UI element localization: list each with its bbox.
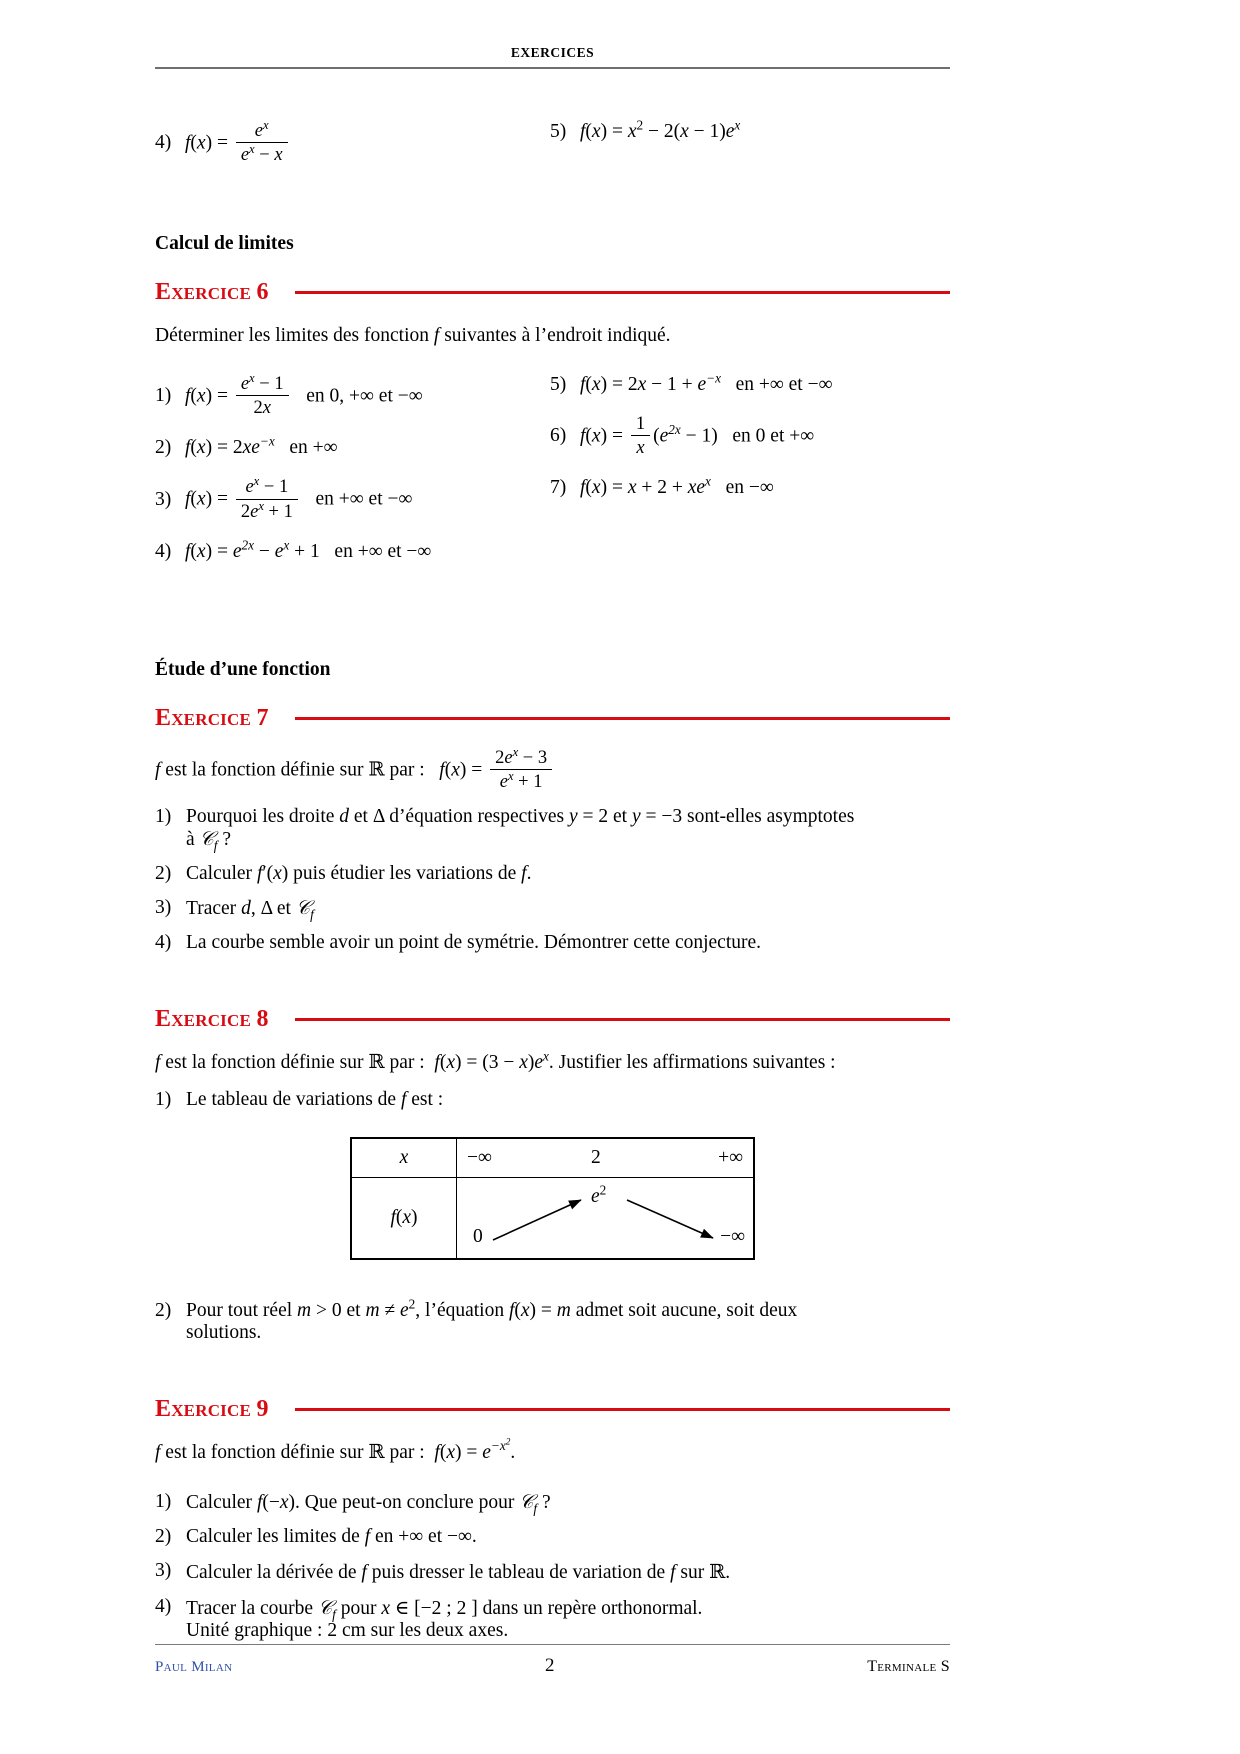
exercise8-intro: f est la fonction définie sur ℝ par : $f(x) = (3 - x)e^x$. Justifier les affirmations suivantes : (155, 1048, 836, 1073)
list-item (155, 1491, 950, 1517)
footer-level: Terminale S (867, 1658, 950, 1675)
footer-author[interactable]: Paul Milan (155, 1659, 233, 1675)
item-marker: 1) (155, 1491, 172, 1513)
item-line-1: Pour tout réel m > 0 et $m \ne e^2$, l’équation f(x) = m admet soit aucune, soit deux (186, 1296, 798, 1321)
list-item (155, 863, 950, 885)
list-item (550, 117, 950, 143)
list-item (155, 1526, 950, 1548)
table-cell-variations (457, 1177, 755, 1259)
list-item (155, 433, 550, 459)
item-marker: 5) (550, 373, 567, 395)
item-body: Le tableau de variations de f est : (186, 1088, 444, 1110)
x-value-max: +∞ (718, 1146, 743, 1168)
exercise9-intro: f est la fonction définie sur ℝ par : $f(x) = e^{-x^2}$. (155, 1437, 516, 1463)
item-marker: 2) (155, 1299, 172, 1321)
item-body (186, 806, 950, 851)
item-body: Calculer les limites de f en +∞ et −∞. (186, 1526, 477, 1548)
exercise6-items (155, 370, 950, 577)
item-body: $f(x) = 2x - 1 + e^{-x}$ en +∞ et −∞ (580, 370, 833, 395)
fraction-numerator: $2e^x - 3$ (495, 744, 548, 769)
exercise-number: 8 (256, 1005, 269, 1032)
list-item (155, 1596, 950, 1642)
exercise-label (155, 279, 269, 306)
item-marker: 2) (155, 1526, 172, 1548)
item-line-2: à 𝒞$_f$ ? (186, 828, 231, 853)
table-cell-label-x (351, 1138, 457, 1178)
item-body (185, 117, 550, 167)
label-x: x (399, 1146, 409, 1168)
exercise-number: 9 (256, 1395, 269, 1422)
limit-location: en +∞ et −∞ (315, 488, 413, 510)
item-body: f(x) = $\frac{1}{x}$ $(e^{2x} - 1)$ en 0 et +∞ (580, 412, 815, 459)
exercise7-items (155, 806, 950, 954)
item-body (186, 1596, 950, 1642)
table-cell-label-fx (351, 1177, 457, 1259)
item-body: $f(x) = x^2 - 2(x - 1)e^x$ (580, 117, 741, 142)
table-row (351, 1138, 754, 1178)
label-fx: f(x) (390, 1206, 418, 1228)
list-item (155, 1560, 950, 1584)
item-body: f(x) = $\frac{e^x - 1}{2e^x + 1}$ en +∞ et −∞ (185, 474, 413, 522)
item-marker: 1) (155, 805, 172, 827)
fraction-numerator: $e^x - 1$ (245, 474, 289, 498)
item-line-1: Pourquoi les droite d et Δ d’équation respectives y = 2 et y = −3 sont-elles asymptotes (186, 805, 855, 827)
exercise6-left-column (155, 370, 550, 577)
x-value-min: −∞ (467, 1146, 492, 1168)
item-marker: 4) (155, 1596, 172, 1618)
paren-x: ( (190, 132, 197, 154)
item-marker: 2) (155, 437, 172, 459)
running-head: EXERCICES (510, 45, 595, 60)
item-body: Tracer d, Δ et 𝒞$_f$ (186, 897, 314, 922)
item-marker: 4) (155, 132, 172, 154)
fraction-numerator: 1 (635, 412, 646, 434)
exercise-label (155, 1006, 269, 1033)
list-item (550, 370, 950, 396)
fraction-denominator: $2e^x + 1$ (236, 499, 298, 522)
item-line-2: Unité graphique : 2 cm sur les deux axes. (186, 1620, 509, 1642)
item-marker: 7) (550, 477, 567, 499)
exercise6-intro: Déterminer les limites des fonction f suivantes à l’endroit indiqué. (155, 324, 671, 346)
f-value-start: 0 (473, 1225, 483, 1247)
top-items-row (155, 117, 950, 181)
item-body: La courbe semble avoir un point de symétrie. Démontrer cette conjecture. (186, 931, 762, 953)
limit-location: en 0, +∞ et −∞ (306, 385, 423, 407)
item-body: $f(x) = e^{2x} - e^x + 1$ en +∞ et −∞ (185, 537, 432, 563)
limit-location: en 0 et +∞ (732, 425, 815, 447)
item-body: Calculer f(−x). Que peut-on conclure pour 𝒞$_f$ ? (186, 1492, 551, 1517)
arrow-down (627, 1200, 713, 1238)
var-x: x (196, 132, 206, 154)
list-item (155, 897, 950, 920)
exercise7-intro: f est la fonction définie sur ℝ par : f(x) = $\frac{2e^x - 3}{e^x + 1}$ (155, 748, 950, 794)
arrow-up (493, 1200, 581, 1240)
fraction-denominator: $e^x - x$ (236, 142, 288, 165)
f-value-end: −∞ (720, 1225, 745, 1247)
item-body (186, 1296, 950, 1344)
item-marker: 6) (550, 425, 567, 447)
fraction-numerator: $e^x$ (254, 117, 269, 141)
item-marker: 1) (155, 385, 172, 407)
table-cell-x-values (457, 1138, 755, 1178)
fraction (236, 476, 298, 522)
item-body: $f(x) = x + 2 + xe^x$ en −∞ (580, 473, 774, 499)
exercise8-item2 (155, 1296, 950, 1344)
page-footer (155, 1655, 950, 1677)
table-row (351, 1177, 754, 1259)
limit-location: en +∞ et −∞ (735, 373, 833, 395)
exercise9-items (155, 1491, 950, 1642)
list-item (155, 117, 550, 167)
exercise-number: 6 (256, 278, 269, 305)
item-marker: 1) (155, 1088, 172, 1110)
list-item (155, 806, 950, 851)
variation-table (350, 1137, 755, 1260)
list-item (550, 414, 950, 460)
fraction-numerator: $e^x - 1$ (240, 370, 284, 394)
fraction-denominator: 2x (236, 395, 289, 418)
exercise6-right-column (550, 370, 950, 577)
exercise-number: 7 (256, 705, 269, 732)
fraction (236, 117, 288, 166)
item-marker: 5) (550, 121, 567, 142)
exercise-word: Exercice (155, 1005, 252, 1032)
exercise-rule (295, 717, 950, 720)
paren-close: ) = (205, 132, 228, 154)
exercise-label (155, 1396, 269, 1423)
fraction (490, 744, 552, 793)
function-notation: f (185, 132, 191, 154)
list-item (155, 1089, 950, 1111)
x-values-row (457, 1139, 753, 1177)
page-content (155, 0, 950, 1654)
item-body: $f(x) = 2xe^{-x}$ en +∞ (185, 433, 338, 459)
list-item (155, 1296, 950, 1344)
variation-table-wrap (155, 1137, 950, 1260)
exercise8-item1 (155, 1089, 950, 1111)
fraction-denominator: $e^x + 1$ (490, 769, 552, 792)
exercise-heading-6 (155, 279, 950, 306)
item-marker: 3) (155, 488, 172, 510)
item-line-2: solutions. (186, 1321, 262, 1343)
f-value-max: $e^2$ (591, 1182, 607, 1207)
limit-location: en +∞ (289, 437, 338, 459)
fraction (236, 370, 289, 419)
list-item (155, 537, 550, 563)
exercise-word: Exercice (155, 1395, 252, 1422)
exercise-word: Exercice (155, 278, 252, 305)
footer-rule (155, 1644, 950, 1645)
item-body: f(x) = $\frac{e^x - 1}{2x}$ en 0, +∞ et −∞ (185, 370, 423, 419)
list-item (155, 932, 950, 954)
exercise-word: Exercice (155, 705, 252, 732)
footer-page-number: 2 (545, 1655, 555, 1676)
exercise-label (155, 705, 269, 732)
item-body: Calculer f′(x) puis étudier les variations de f. (186, 862, 532, 884)
x-value-mid: 2 (591, 1146, 601, 1168)
list-item (550, 473, 950, 499)
variation-arrows (457, 1178, 753, 1258)
fraction (631, 413, 650, 459)
limit-location: en −∞ (725, 477, 774, 499)
list-item (155, 370, 550, 420)
item-body: Calculer la dérivée de f puis dresser le tableau de variation de f sur ℝ. (186, 1562, 731, 1584)
section-title-etude: Étude d’une fonction (155, 659, 331, 681)
list-item (155, 474, 550, 523)
item-marker: 4) (155, 541, 172, 563)
section-title-limites: Calcul de limites (155, 232, 294, 254)
exercise-rule (295, 1018, 950, 1021)
item-line-1: Tracer la courbe 𝒞$_f$ pour x ∈ [−2 ; 2 ] dans un repère orthonormal. (186, 1598, 703, 1623)
item-marker: 3) (155, 896, 172, 918)
fraction-denominator: x (631, 435, 650, 458)
limit-location: en +∞ et −∞ (334, 541, 432, 563)
exercise-heading-9 (155, 1396, 950, 1423)
exercise-rule (295, 291, 950, 294)
item-marker: 3) (155, 1560, 172, 1582)
item-marker: 2) (155, 862, 172, 884)
exercise-rule (295, 1408, 950, 1411)
exercise-heading-7 (155, 705, 950, 732)
item-marker: 4) (155, 931, 172, 953)
exercise-heading-8 (155, 1006, 950, 1033)
